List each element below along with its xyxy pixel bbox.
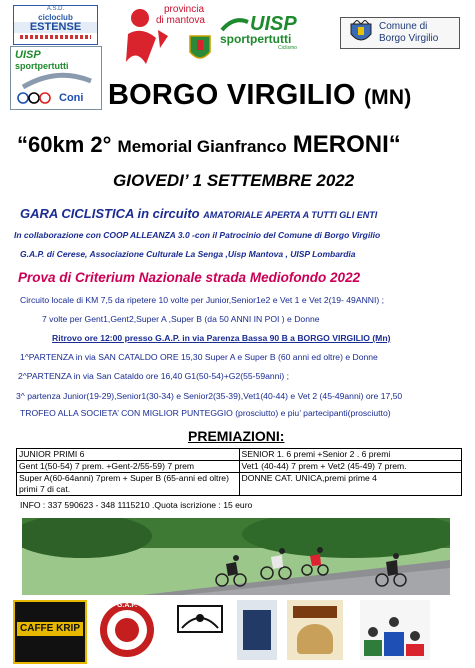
race-type-main: GARA CICLISTICA in circuito [20, 206, 200, 221]
awards-heading: PREMIAZIONI: [188, 428, 285, 444]
laps-text: 7 volte per Gent1,Gent2,Super A ,Super B (da 50 ANNI IN POI ) e Donne [42, 314, 320, 324]
table-cell: JUNIOR PRIMI 6 [17, 449, 240, 461]
coni-label: Coni [59, 92, 84, 104]
estense-logo [13, 5, 98, 45]
table-cell: Vet1 (40-44) 7 prem + Vet2 (45-49) 7 prem. [239, 461, 462, 473]
provincia-line2: di mantova [156, 15, 205, 26]
race-type-sub: AMATORIALE APERTA A TUTTI GLI ENTI [203, 210, 378, 220]
uisp-small-brand: UISP [15, 49, 41, 61]
partners-text: G.A.P. di Cerese, Associazione Culturale La Senga ,Uisp Mantova , UISP Lombardia [20, 249, 356, 259]
trophy-text: TROFEO ALLA SOCIETA’ CON MIGLIOR PUNTEGGIO (prosciutto) e piu’ partecipanti(prosciutto) [20, 408, 391, 418]
uisp-big-tag: Ciclismo [278, 45, 297, 51]
table-cell: DONNE CAT. UNICA,premi prime 4 [239, 473, 462, 496]
uisp-ciclismo-logo [220, 13, 335, 51]
awards-table [16, 448, 462, 496]
provincia-crest-icon [188, 34, 212, 66]
race-type [20, 206, 377, 221]
start-2: 2^PARTENZA in via San Cataldo ore 16,40 G1(50-54)+G2(55-59anni) ; [18, 371, 289, 381]
caffe-krip-label: CAFFE KRIP [17, 622, 83, 636]
collaboration-text: In collaborazione con COOP ALLEANZA 3.0 -con il Patrocinio del Comune di Borgo Virgilio [14, 230, 381, 240]
podium-logo [360, 600, 430, 660]
gap-logo [92, 600, 162, 660]
criterium-heading: Prova di Criterium Nazionale strada Mediofondo 2022 [18, 270, 361, 285]
memorial-heading [17, 131, 401, 159]
info-line: INFO : 337 590623 - 348 1115210 .Quota iscrizione : 15 euro [20, 500, 253, 510]
poster-figure-2 [297, 624, 333, 654]
uisp-big-brand: UISP [250, 13, 297, 35]
memorial-part-c: MERONI“ [292, 131, 401, 158]
caffe-krip-logo [13, 600, 87, 664]
uisp-coni-logo [10, 46, 102, 110]
provincia-line1: provincia [164, 4, 205, 15]
comune-crest-icon [347, 20, 375, 46]
sponsor-poster-icon [237, 600, 277, 660]
provincia-emblem-icon [118, 4, 168, 66]
senga-logo [172, 600, 228, 660]
memorial-part-b: Memorial Gianfranco [117, 137, 287, 156]
start-3: 3^ partenza Junior(19-29),Senior1(30-34) e Senior2(35-39),Vet1(40-44) e Vet 2 (45-49anni) ore 17,50 [16, 391, 403, 401]
uisp-big-sub: sportpertutti [220, 32, 292, 46]
uisp-small-sub: sportpertutti [15, 61, 69, 71]
table-cell: SENIOR 1. 6 premi +Senior 2 . 6 premi [239, 449, 462, 461]
table-row [17, 473, 462, 496]
comune-logo [340, 17, 460, 49]
senga-emblem-icon [172, 600, 228, 650]
poster-banner [293, 606, 337, 618]
meeting-point: Ritrovo ore 12:00 presso G.A.P. in via Parenza Bassa 90 B a BORGO VIRGILIO (Mn) [52, 333, 391, 343]
uisp-swoosh-icon [21, 71, 93, 91]
comune-name [379, 21, 457, 45]
podium-icon [360, 600, 430, 660]
table-cell: Super A(60-64anni) 7prem + Super B (65-anni ed oltre) primi 7 di cat. [17, 473, 240, 496]
table-cell: Gent 1(50-54) 7 prem. +Gent-2/55-59) 7 prem [17, 461, 240, 473]
memorial-part-a: “60km 2° [17, 132, 112, 157]
gap-label: G.A.P. [116, 602, 138, 609]
gap-emblem-icon [92, 600, 162, 660]
olympic-rings-icon [17, 91, 57, 107]
festival-poster-icon [287, 600, 343, 660]
event-location-title [108, 79, 411, 112]
estense-cicloclub: cicloclub [38, 13, 73, 22]
event-date: GIOVEDI’ 1 SETTEMBRE 2022 [113, 171, 355, 190]
cyclists-photo [22, 518, 450, 595]
circuit-text: Circuito locale di KM 7,5 da ripetere 10 volte per Junior,Senior1e2 e Vet 1 e Vet 2(19- 49ANNI) ; [20, 295, 385, 305]
title-province: (MN) [363, 86, 412, 109]
estense-stripe [20, 35, 91, 39]
title-text: BORGO VIRGILIO [108, 79, 356, 111]
comune-line1: Comune di [379, 21, 428, 32]
estense-name: ESTENSE [14, 22, 97, 33]
provincia-logo [118, 0, 216, 70]
table-row [17, 449, 462, 461]
comune-line2: Borgo Virgilio [379, 33, 439, 44]
estense-asd: A.S.D. [46, 6, 65, 12]
start-1: 1^PARTENZA in via SAN CATALDO ORE 15,30 Super A e Super B (60 anni ed oltre) e Donne [20, 352, 378, 362]
table-row [17, 461, 462, 473]
poster-figure [243, 610, 271, 650]
